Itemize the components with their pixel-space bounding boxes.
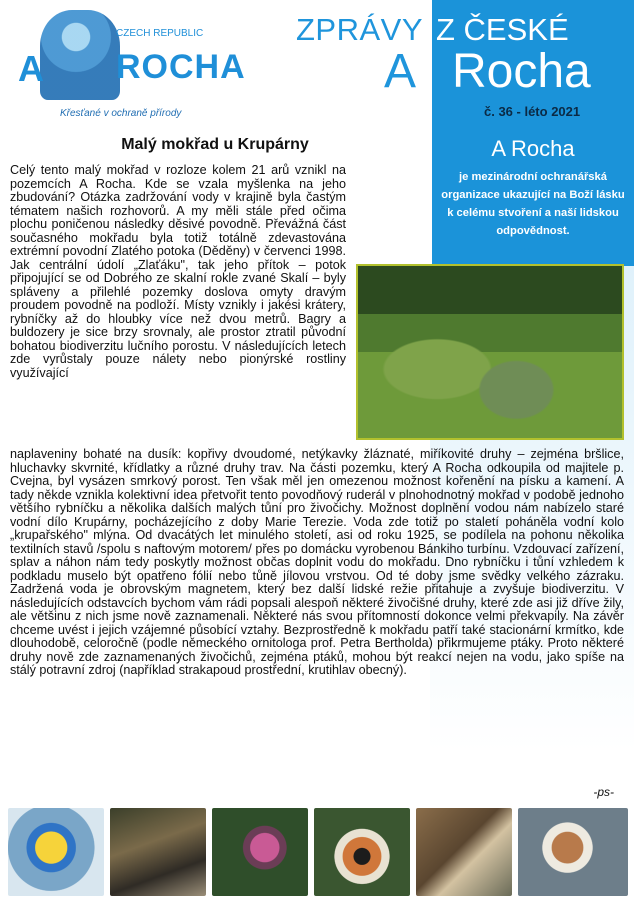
article-headline: Malý mokřad u Krupárny bbox=[121, 136, 309, 153]
about-heading: A Rocha bbox=[491, 136, 575, 161]
about-panel bbox=[432, 128, 634, 266]
logo-country: CZECH REPUBLIC bbox=[116, 28, 204, 39]
brambling-photo bbox=[314, 808, 410, 896]
group-birdwatching-photo bbox=[110, 808, 206, 896]
article-body-bottom: naplaveniny bohaté na dusík: kopřivy dvoudomé, netýkavky žláznaté, miříkovité druhy – zejména bršlice, hluchavky skvrnité, křídlatky a různé druhy trav. Na části pozemku, který A Rocha odkoupila od majitele p. Cvejna, byl vysázen smrkový porost. Ten však měl jen omezenou možnost kořenění na písku a kamení. A tady někde vznikla kolektivní idea přetvořit tento povodňový ruderál v plnohodnotný mokřad v podobě jednoho většího rybníčku a několika dalších malých tůní pro živočichy. Možnost doplnění vodou nám nabízelo staré vodní dílo Krupárny, pocházejícího z doby Marie Terezie. Voda zde totiž po staletí poháněla vodní kolo „krupařského" mlýna. Od dvacátých let minulého století, asi od roku 1925, se podílela na pohonu několika textilních stavů /spolu s naftovým motorem/ přes po domácku vyrobenou Bánkiho turbínu. Vzdouvací zařízení, splav a náhon nám tedy poskytly možnost občas doplnit vodu do mokřadu. Dno rybníčku i tůní vzhledem k podkladu muselo být opatřeno fólií nebo tůně jílovou vrstvou. Od té doby jsme svědky velkého zázraku. Zadržená voda je obrovským magnetem, který bez další lidské režie přitahuje a zvyšuje biodiverzitu. V následujících odstavcích bychom vám rádi popsali alespoň některé živočišné druhy, které zde asi již dříve žily, ale většinu z nich jsme nově zaznamenali. Některé nás svou přítomností dokonce velmi překvapily. Na závěr chceme uvést i jejich vzájemné působící vztahy. Bezprostředně k mokřadu patří také stacionární krmítko, kde dlouhodobě, celoročně (podle německého ornitologa prof. Petra Bertholda) přikrmujeme ptáky. Proto některé druhy nově zde zaznamenaných živočichů, zejména ptáků, mohou být reakcí nejen na vodu, jako spíše na stálý potravní zdroj (například strakapoud prostřední, krutihlav obecný). bbox=[10, 447, 624, 677]
a-rocha-logo bbox=[0, 0, 290, 128]
hawfinch-photo bbox=[518, 808, 628, 896]
logo-letter-a: A bbox=[18, 48, 44, 89]
birdhouse-boy-photo bbox=[416, 808, 512, 896]
logo-rocha: ROCHA bbox=[116, 48, 246, 86]
wetland-photo bbox=[356, 264, 624, 440]
blue-tit-photo bbox=[8, 808, 104, 896]
article-signature: -ps- bbox=[593, 785, 614, 799]
about-text: je mezinárodní ochranářská organizace ukazující na Boží lásku k celému stvoření a naší lidskou odpovědnost. bbox=[441, 171, 625, 237]
issue-number: č. 36 - léto 2021 bbox=[484, 104, 581, 119]
logo-motto: Křesťané v ochraně přírody bbox=[60, 108, 182, 119]
masthead-a: A bbox=[384, 45, 417, 98]
article-body-top: Celý tento malý mokřad v rozloze kolem 21 arů vznikl na pozemcích A Rocha. Kde se vzala myšlenka na jeho zbudování? Otázka zadržování vody v krajině byla častým tématem našich rozhovorů. A my měli stále před očima plochu poničenou následky děsivé povodně. Převážná část současného mokřadu byla totiž totálně zdevastována extrémní povodní Zlatého potoka (Děděny) v červenci 1998. Jak centrální údolí „Zlaťáku", tak jeho přítok – potok připojující se od Dobrého ze skalní rokle zvané Skalí – byly spláveny a přilehlé pozemky doslova omyty dravým proudem povodně na podloží. Místy vznikly i jakési krátery, rybníčky až do hloubky více než dvou metrů. Bagry a buldozery je sice brzy srovnaly, ale prostor ztratil původní bohatou biodiverzitu lučního porostu. V následujících letech zde vyrůstaly pouze nálety nebo pionýrské rostliny využívající bbox=[10, 163, 346, 380]
masthead-blue-box bbox=[432, 0, 634, 128]
boy-with-magnifier-icon bbox=[40, 10, 120, 100]
masthead-zpravy: ZPRÁVY bbox=[296, 12, 424, 47]
masthead-rocha: Rocha bbox=[452, 45, 591, 98]
masthead-z-ceske: Z ČESKÉ bbox=[436, 12, 569, 47]
lily-flower-photo bbox=[212, 808, 308, 896]
